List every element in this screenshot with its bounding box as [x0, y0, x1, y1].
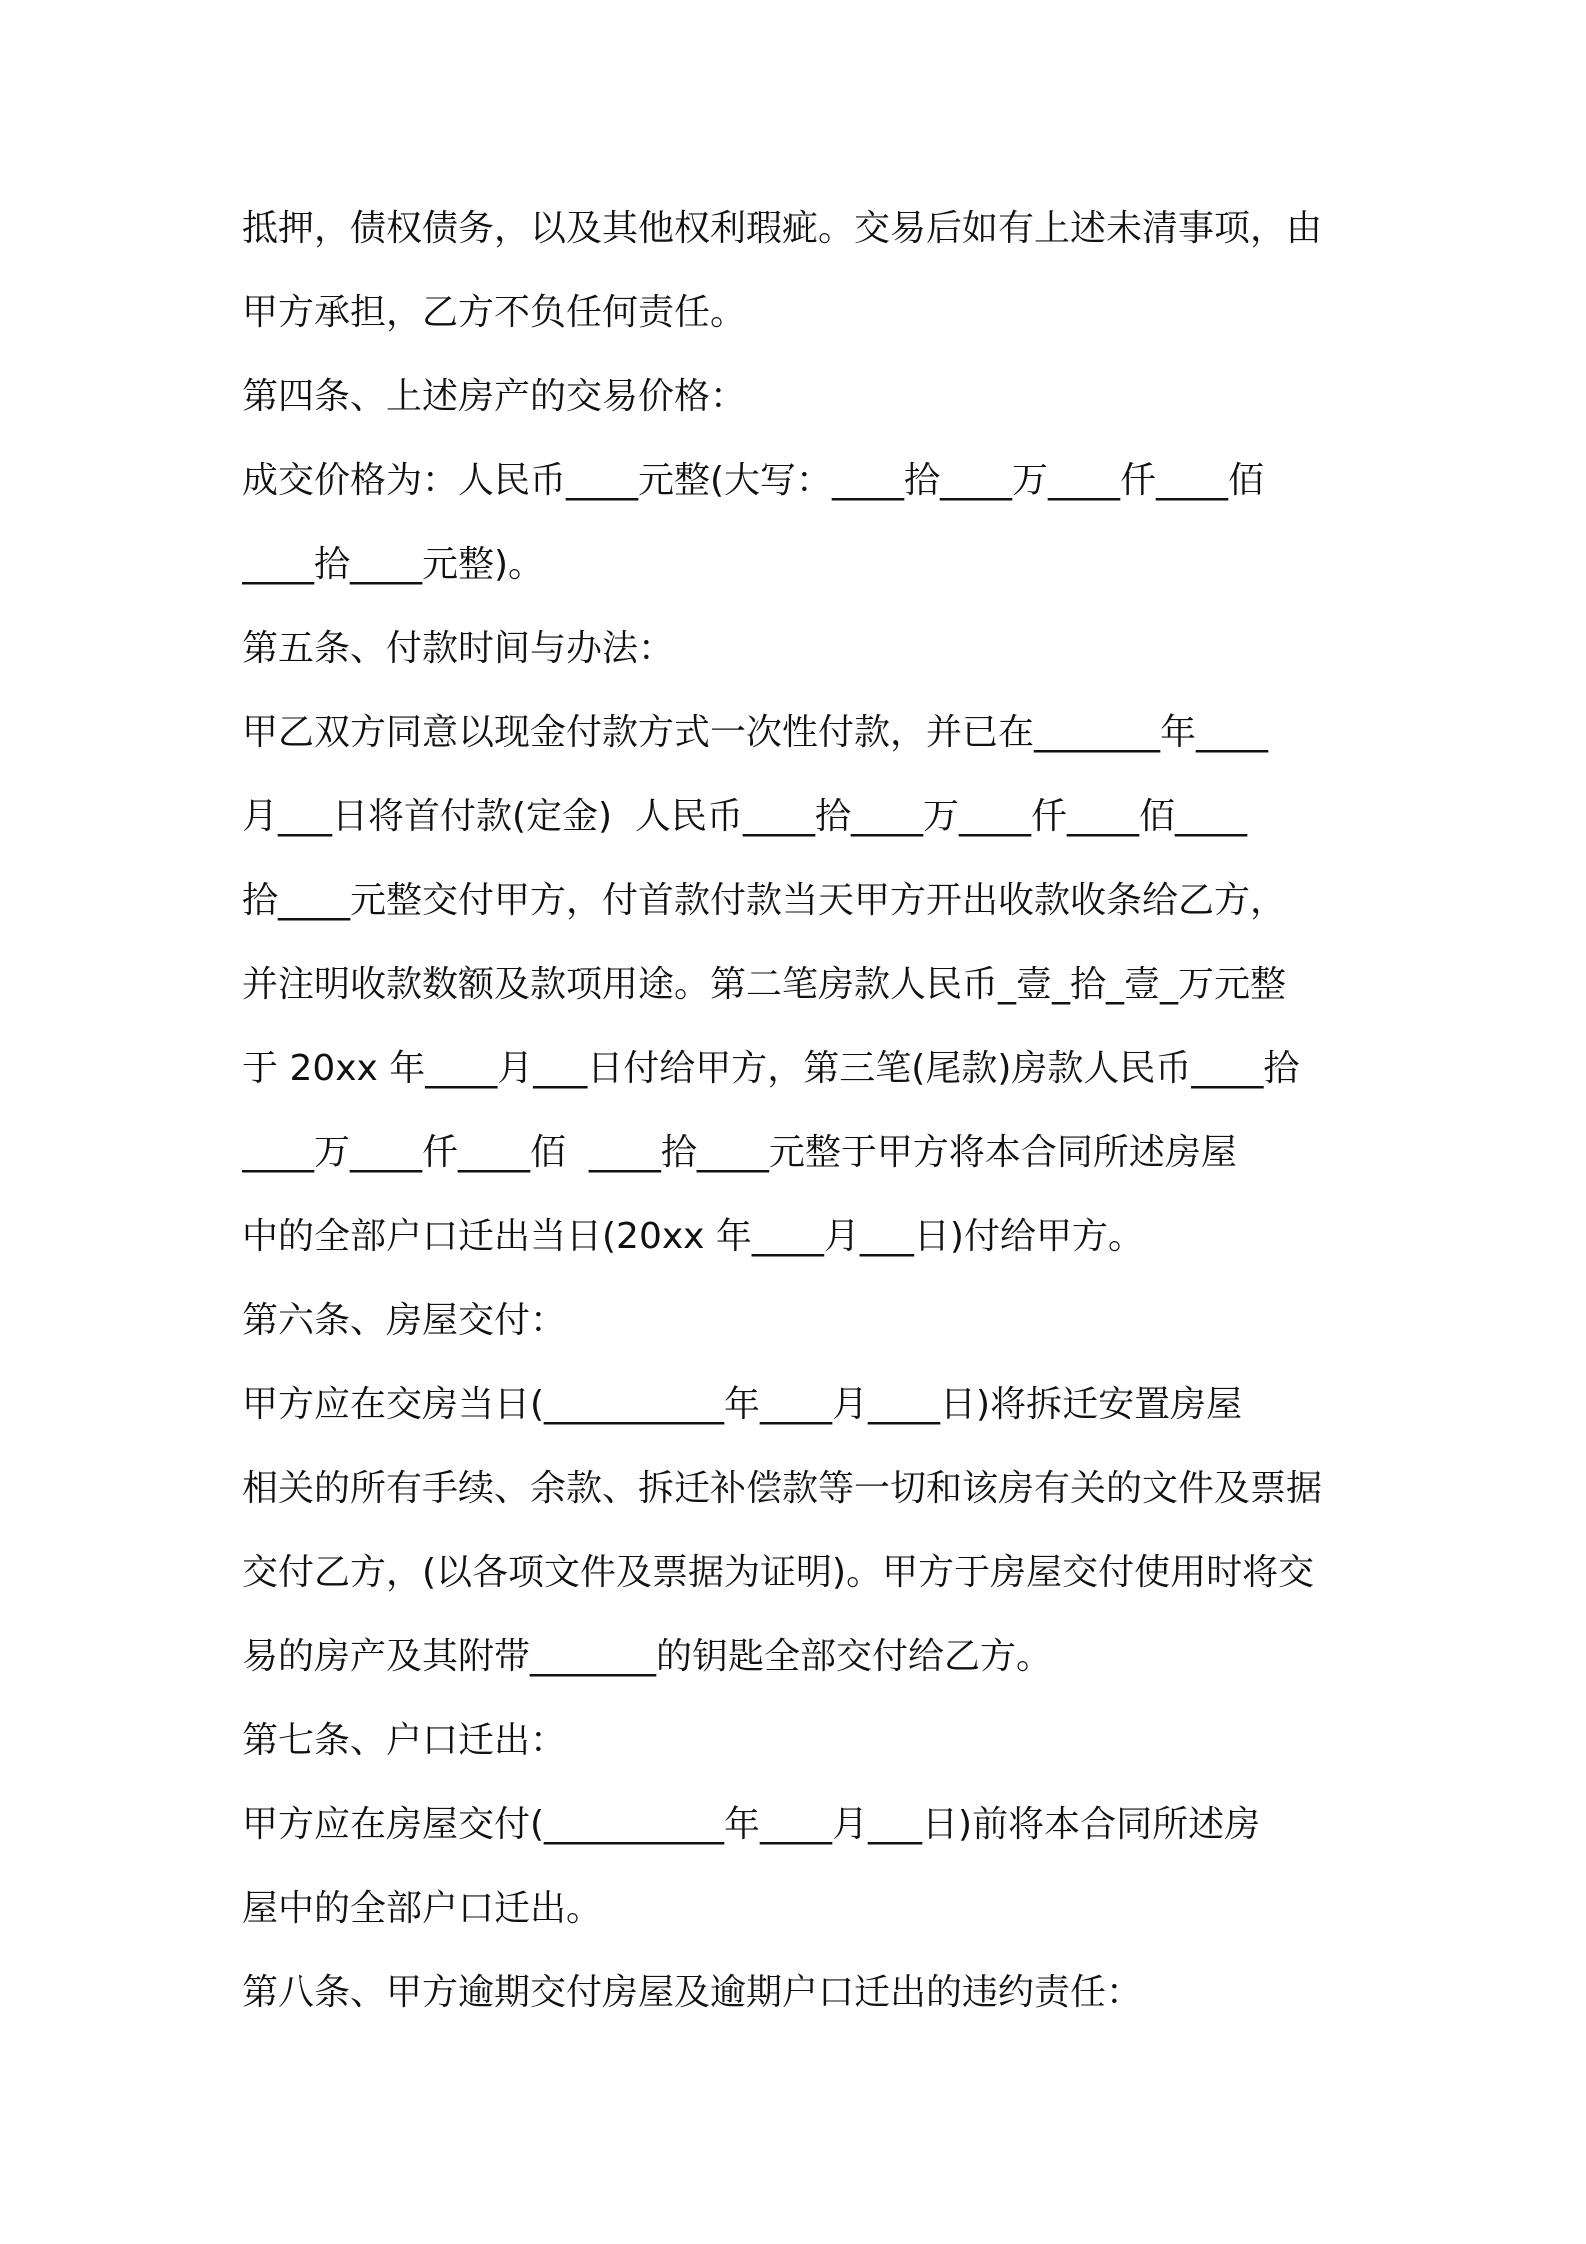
- body-text-line: 并注明收款数额及款项用途。第二笔房款人民币_壹_拾_壹_万元整: [242, 964, 1287, 1005]
- body-text-line: 成交价格为：人民币____元整(大写：____拾____万____仟____佰: [242, 460, 1265, 501]
- article-heading: 第五条、付款时间与办法：: [242, 628, 675, 669]
- article-heading: 第六条、房屋交付：: [242, 1300, 567, 1341]
- body-text-line: ____拾____元整)。: [242, 544, 545, 585]
- body-text-line: ____万____仟____佰 ____拾____元整于甲方将本合同所述房屋: [242, 1132, 1237, 1173]
- body-text-line: 月___日将首付款(定金) 人民币____拾____万____仟____佰____: [242, 796, 1247, 837]
- article-heading: 第四条、上述房产的交易价格：: [242, 376, 747, 417]
- body-text-line: 抵押，债权债务，以及其他权利瑕疵。交易后如有上述未清事项，由: [242, 208, 1323, 249]
- body-text-line: 甲方承担，乙方不负任何责任。: [242, 292, 747, 333]
- body-text-line: 拾____元整交付甲方，付首款付款当天甲方开出收款收条给乙方，: [242, 880, 1287, 921]
- article-heading: 第七条、户口迁出：: [242, 1720, 567, 1761]
- body-text-line: 易的房产及其附带_______的钥匙全部交付给乙方。: [242, 1636, 1053, 1677]
- body-text-line: 相关的所有手续、余款、拆迁补偿款等一切和该房有关的文件及票据: [242, 1468, 1323, 1509]
- article-heading: 第八条、甲方逾期交付房屋及逾期户口迁出的违约责任：: [242, 1972, 1143, 2013]
- body-text-line: 甲方应在房屋交付(__________年____月___日)前将本合同所述房: [242, 1804, 1261, 1845]
- body-text-line: 甲方应在交房当日(__________年____月____日)将拆迁安置房屋: [242, 1384, 1243, 1425]
- body-text-line: 甲乙双方同意以现金付款方式一次性付款，并已在_______年____: [242, 712, 1269, 753]
- body-text-line: 交付乙方，(以各项文件及票据为证明)。甲方于房屋交付使用时将交: [242, 1552, 1315, 1593]
- body-text-line: 中的全部户口迁出当日(20xx 年____月___日)付给甲方。: [242, 1216, 1144, 1257]
- body-text-line: 屋中的全部户口迁出。: [242, 1888, 603, 1929]
- body-text-line: 于 20xx 年____月___日付给甲方，第三笔(尾款)房款人民币____拾: [242, 1048, 1300, 1089]
